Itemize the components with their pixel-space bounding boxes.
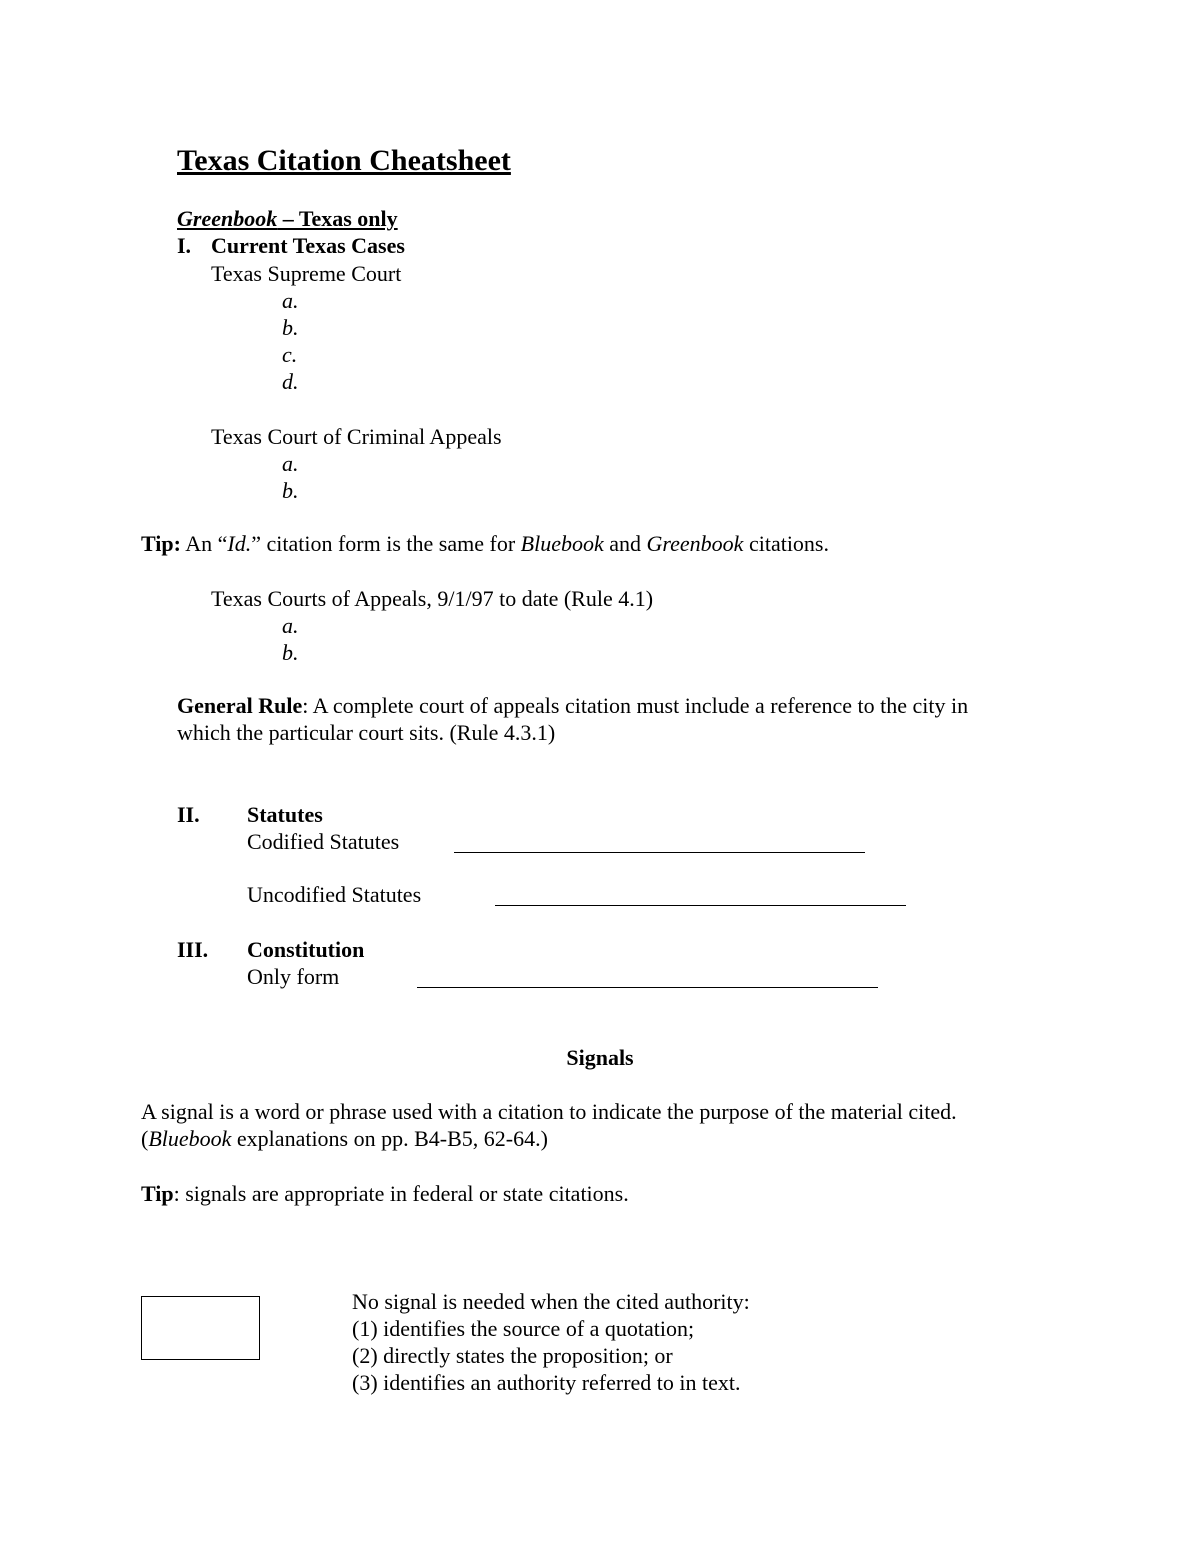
signals-tip bbox=[141, 1181, 629, 1207]
criminal-item-b: b. bbox=[282, 478, 299, 503]
tip-text-2: ” citation form is the same for bbox=[251, 531, 521, 556]
tip-greenbook-italic: Greenbook bbox=[646, 531, 744, 556]
tip-text-4: citations. bbox=[743, 531, 829, 556]
no-signal-item-1: (1) identifies the source of a quotation; bbox=[352, 1316, 695, 1341]
greenbook-word: Greenbook bbox=[177, 206, 278, 231]
general-rule-line-1 bbox=[177, 693, 968, 719]
codified-statutes-label: Codified Statutes bbox=[247, 829, 400, 854]
tip-id-citation bbox=[141, 531, 829, 557]
appeals-item-a: a. bbox=[282, 613, 299, 638]
uncodified-statutes-label: Uncodified Statutes bbox=[247, 882, 422, 907]
supreme-item-c: c. bbox=[282, 342, 298, 367]
section-3-numeral: III. bbox=[177, 937, 209, 962]
supreme-item-a: a. bbox=[282, 288, 299, 313]
uncodified-statutes-blank-line bbox=[495, 905, 906, 906]
appeals-item-b: b. bbox=[282, 640, 299, 665]
general-rule-line-2: which the particular court sits. (Rule 4.3.1) bbox=[177, 720, 556, 745]
signal-definition-line-1: A signal is a word or phrase used with a citation to indicate the purpose of the material cited. bbox=[141, 1099, 957, 1124]
tip-label: Tip: bbox=[141, 531, 181, 556]
greenbook-subtitle bbox=[177, 206, 398, 232]
section-3-heading: Constitution bbox=[247, 937, 365, 962]
def-bluebook-italic: Bluebook bbox=[148, 1126, 232, 1151]
signals-heading: Signals bbox=[566, 1045, 634, 1070]
tip-id-italic: Id. bbox=[227, 531, 252, 556]
page-title: Texas Citation Cheatsheet bbox=[177, 144, 511, 177]
def-rest: explanations on pp. B4-B5, 62-64.) bbox=[231, 1126, 548, 1151]
only-form-blank-line bbox=[417, 987, 878, 988]
signals-tip-text: : signals are appropriate in federal or state citations. bbox=[173, 1181, 629, 1206]
general-rule-label: General Rule bbox=[177, 693, 303, 718]
only-form-label: Only form bbox=[247, 964, 340, 989]
courts-of-appeals-label: Texas Courts of Appeals, 9/1/97 to date (Rule 4.1) bbox=[211, 586, 654, 611]
signals-tip-label: Tip bbox=[141, 1181, 174, 1206]
empty-signal-box bbox=[141, 1296, 260, 1360]
section-2-numeral: II. bbox=[177, 802, 200, 827]
codified-statutes-blank-line bbox=[454, 852, 865, 853]
supreme-court-label: Texas Supreme Court bbox=[211, 261, 402, 286]
no-signal-item-3: (3) identifies an authority referred to in text. bbox=[352, 1370, 741, 1395]
criminal-item-a: a. bbox=[282, 451, 299, 476]
no-signal-intro: No signal is needed when the cited authority: bbox=[352, 1289, 750, 1314]
section-1-heading: Current Texas Cases bbox=[211, 233, 405, 258]
signal-definition-line-2 bbox=[141, 1126, 548, 1152]
general-rule-text-1: : A complete court of appeals citation must include a reference to the city in bbox=[302, 693, 969, 718]
supreme-item-d: d. bbox=[282, 369, 299, 394]
tip-bluebook-italic: Bluebook bbox=[520, 531, 604, 556]
criminal-appeals-label: Texas Court of Criminal Appeals bbox=[211, 424, 502, 449]
section-1-numeral: I. bbox=[177, 233, 192, 258]
greenbook-rest: – Texas only bbox=[277, 206, 398, 231]
def-open-paren: ( bbox=[141, 1126, 149, 1151]
tip-text-3: and bbox=[603, 531, 647, 556]
section-2-heading: Statutes bbox=[247, 802, 323, 827]
no-signal-item-2: (2) directly states the proposition; or bbox=[352, 1343, 673, 1368]
tip-text-1: An “ bbox=[180, 531, 228, 556]
supreme-item-b: b. bbox=[282, 315, 299, 340]
